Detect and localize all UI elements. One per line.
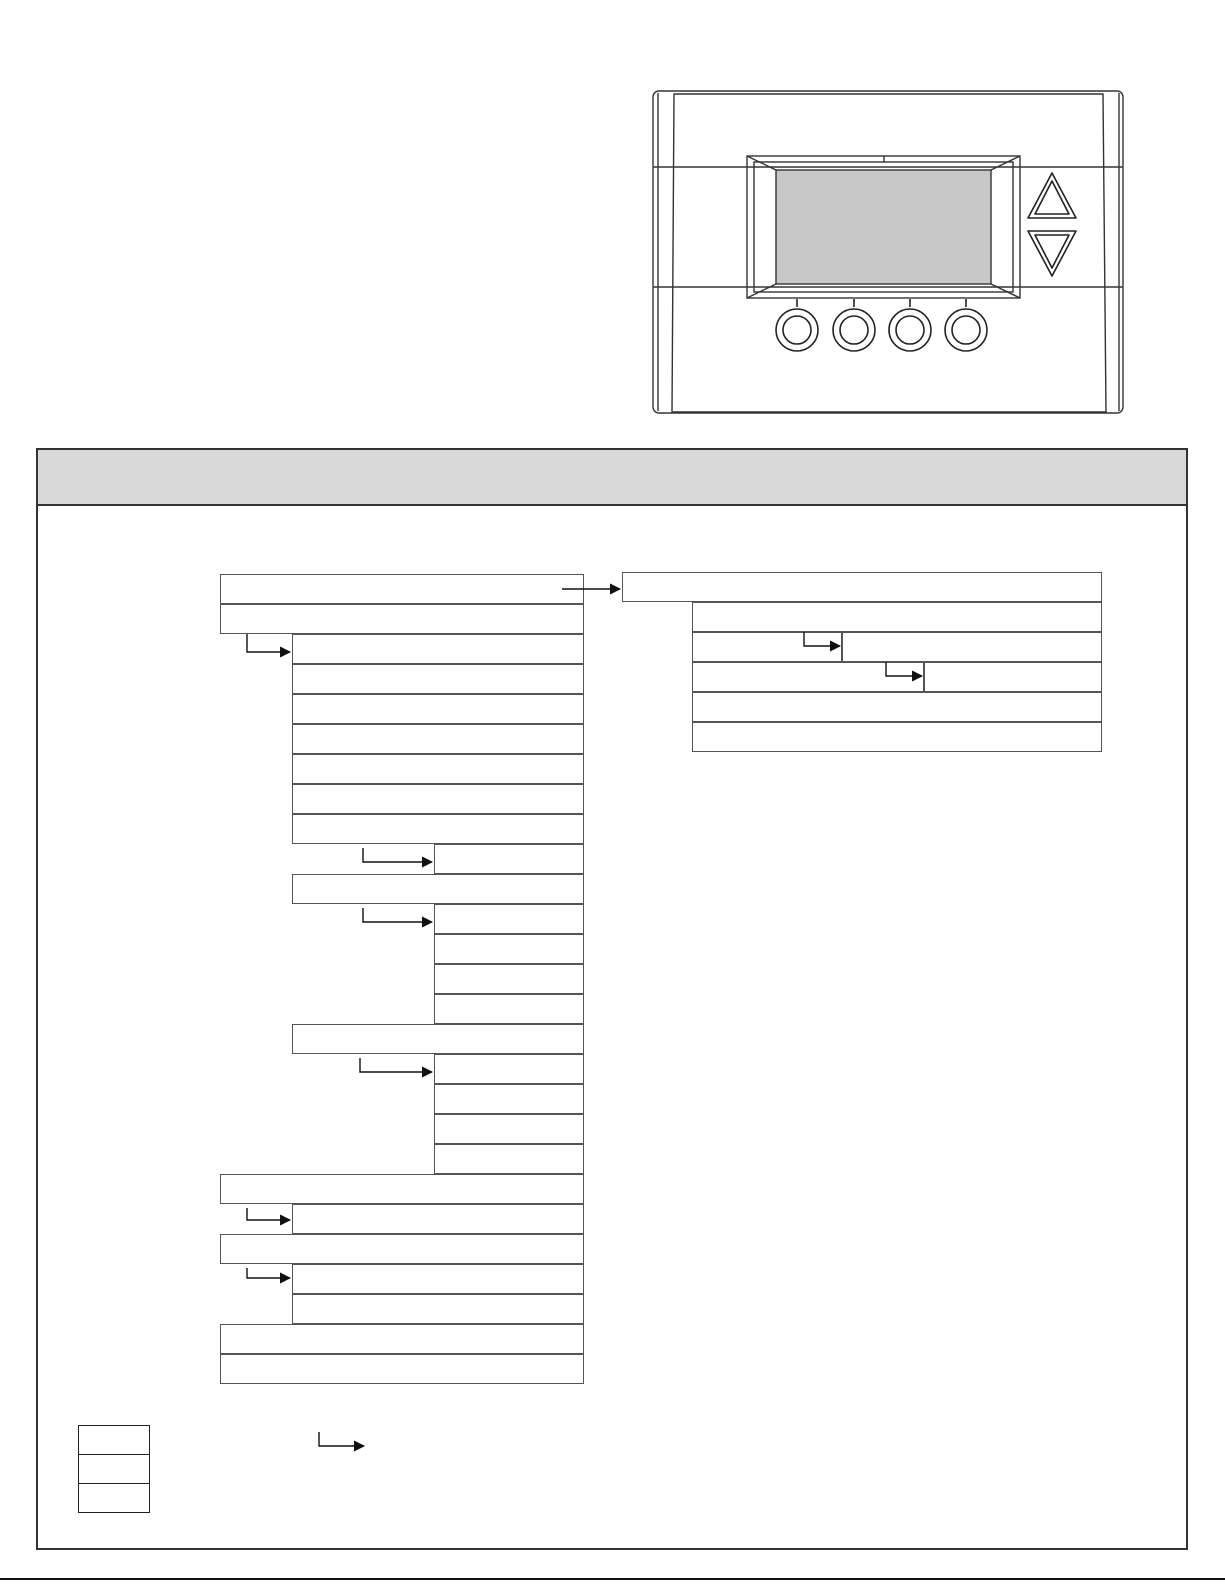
legend-box-2 — [78, 1454, 150, 1484]
legend-box-3 — [78, 1483, 150, 1513]
elbow-arrow — [247, 1268, 290, 1278]
elbow-arrow — [247, 634, 290, 652]
page-bottom-rule — [0, 1578, 1225, 1580]
legend-box-1 — [78, 1425, 150, 1455]
elbow-arrow — [360, 1058, 432, 1072]
elbow-arrow — [804, 632, 840, 646]
elbow-arrow — [363, 908, 432, 922]
elbow-arrow — [319, 1432, 364, 1446]
elbow-arrow — [886, 662, 922, 676]
elbow-arrow — [363, 848, 432, 862]
elbow-arrow — [247, 1208, 290, 1220]
